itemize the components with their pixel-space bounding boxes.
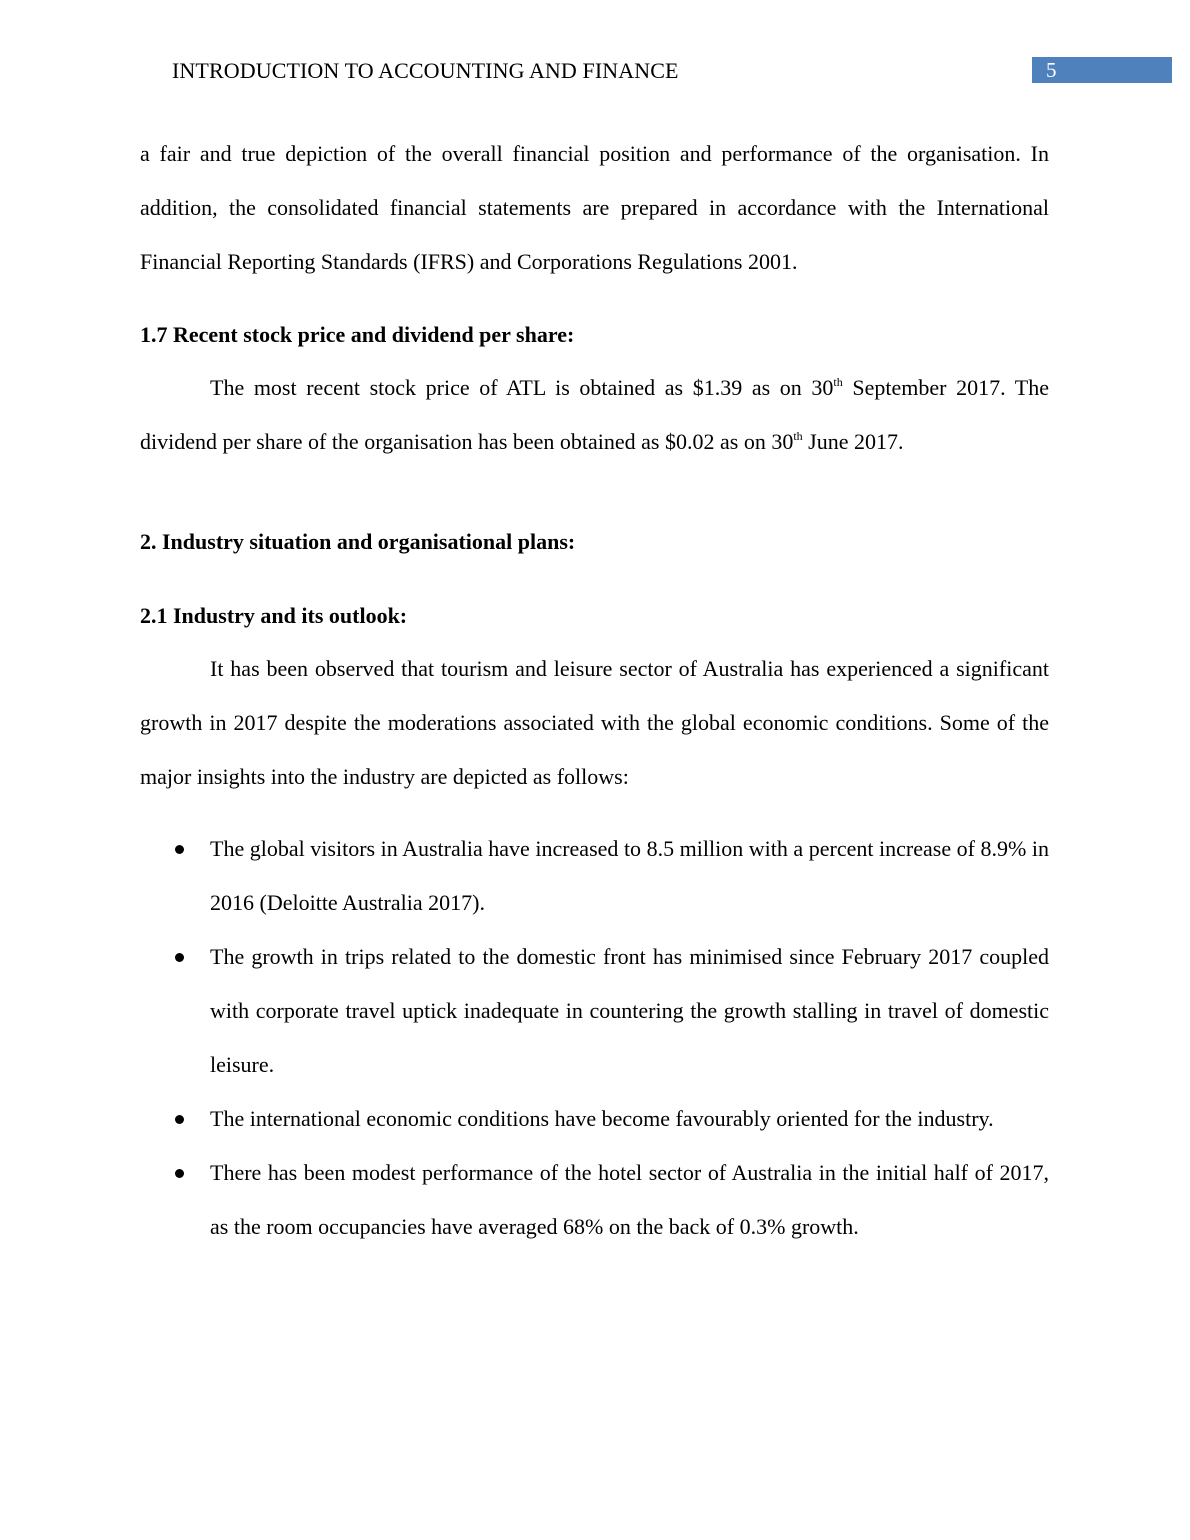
bullet-icon — [175, 953, 184, 962]
bullet-icon — [175, 1115, 184, 1124]
section-1-7-paragraph — [140, 361, 1049, 469]
list-item — [140, 1146, 1049, 1254]
list-item — [140, 822, 1049, 930]
bullet-icon — [175, 845, 184, 854]
list-item-text: The global visitors in Australia have increased to 8.5 million with a percent increase of 8.9% in 2016 (Deloitte Australia 2017). — [210, 836, 1049, 915]
list-item — [140, 1092, 1049, 1146]
dividend-text: September 2017. The dividend per share of the organisation has been obtained as $0.02 as on 30 — [140, 375, 1049, 454]
date-text: June 2017. — [802, 429, 904, 454]
list-item-text: The international economic conditions have become favourably oriented for the industry. — [210, 1106, 994, 1131]
stock-price-text: The most recent stock price of ATL is obtained as $1.39 as on 30 — [210, 375, 834, 400]
ordinal-suffix: th — [833, 374, 843, 389]
list-item — [140, 930, 1049, 1092]
section-1-7-heading: 1.7 Recent stock price and dividend per share: — [140, 322, 575, 347]
section-2-1-paragraph: It has been observed that tourism and leisure sector of Australia has experienced a significant growth in 2017 despite the moderations associated with the global economic conditions. Some of the major insights into the industry are depicted as follows: — [140, 656, 1049, 789]
bullet-icon — [175, 1169, 184, 1178]
ordinal-suffix: th — [793, 428, 803, 443]
intro-paragraph: a fair and true depiction of the overall financial position and performance of the organisation. In addition, the consolidated financial statements are prepared in accordance with the International Financial Reporting Standards (IFRS) and Corporations Regulations 2001. — [140, 141, 1049, 274]
section-2-heading: 2. Industry situation and organisational plans: — [140, 529, 576, 554]
list-item-text: There has been modest performance of the hotel sector of Australia in the initial half of 2017, as the room occupancies have averaged 68% on the back of 0.3% growth. — [210, 1160, 1049, 1239]
page-number-badge — [1032, 57, 1172, 83]
running-header-title: INTRODUCTION TO ACCOUNTING AND FINANCE — [172, 58, 679, 83]
section-2-1-heading: 2.1 Industry and its outlook: — [140, 603, 408, 628]
page-number: 5 — [1046, 58, 1057, 82]
list-item-text: The growth in trips related to the domestic front has minimised since February 2017 coupled with corporate travel uptick inadequate in countering the growth stalling in travel of domestic leisure. — [210, 944, 1049, 1077]
industry-insights-list — [140, 822, 1049, 1254]
